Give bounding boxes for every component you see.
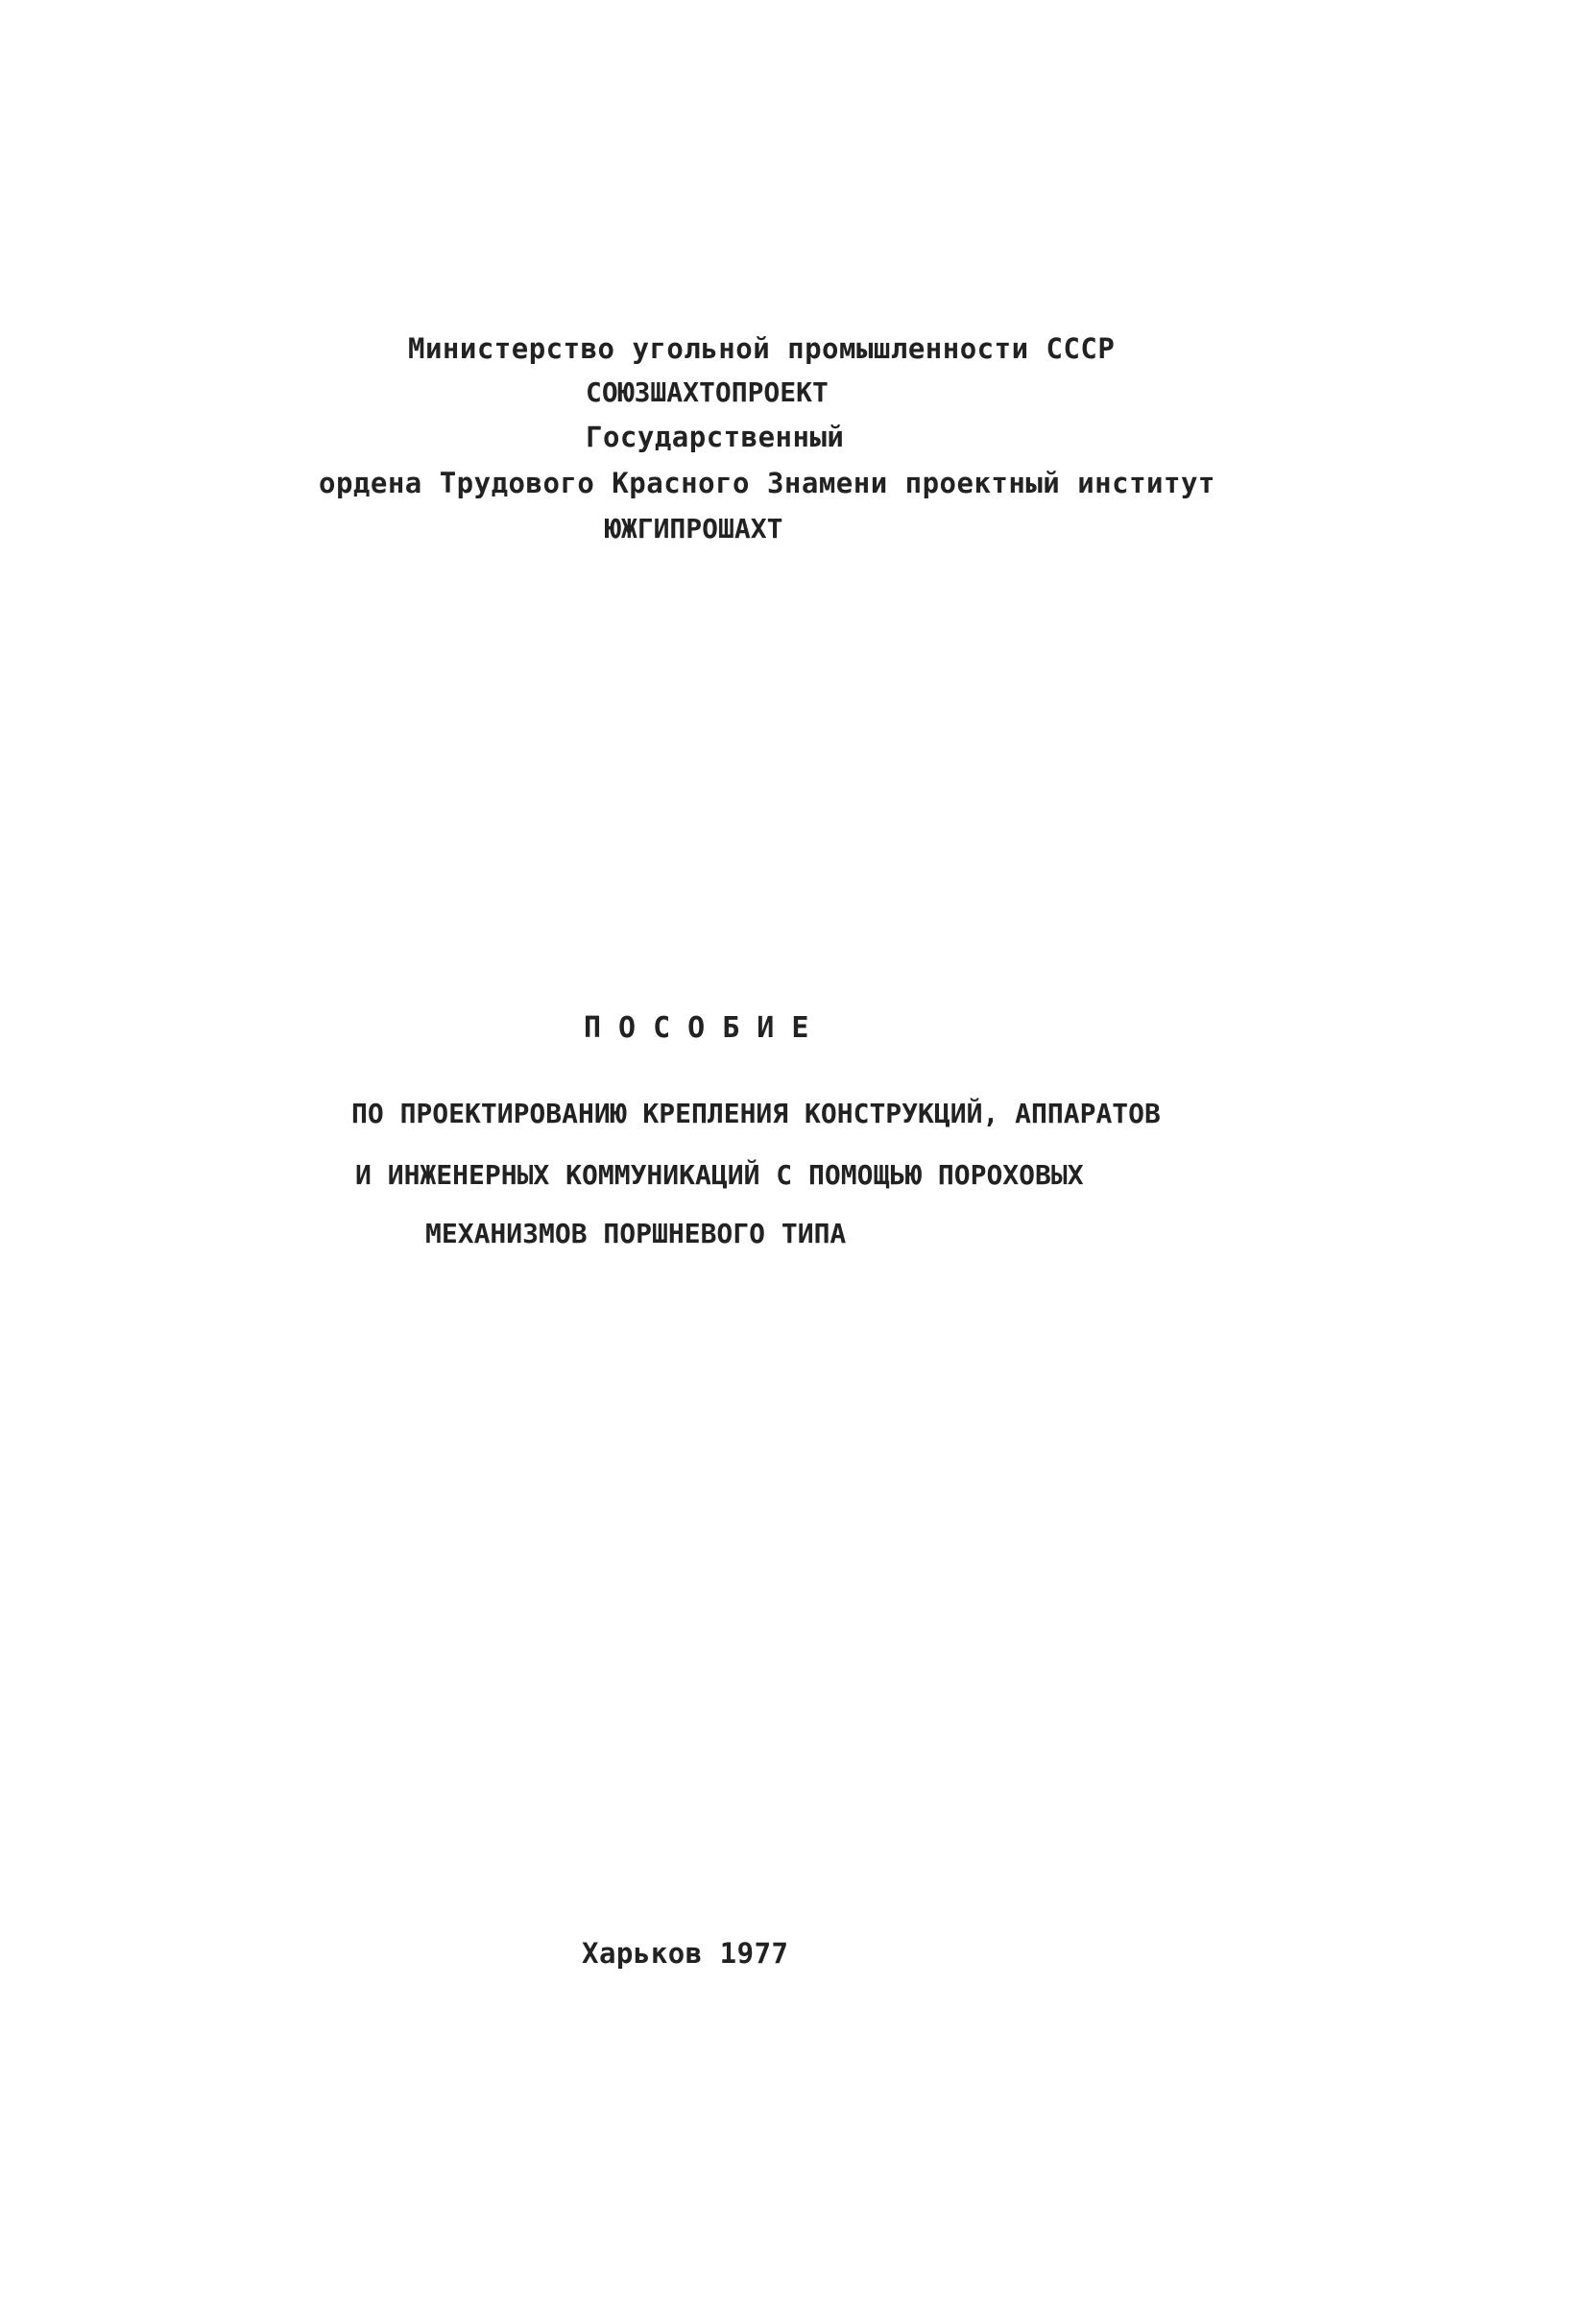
imprint-place-year: Харьков 1977: [582, 1937, 789, 1970]
subtitle-line-2: И ИНЖЕНЕРНЫХ КОММУНИКАЦИЙ С ПОМОЩЬЮ ПОРОХОВЫХ: [355, 1159, 1084, 1191]
state-line: Государственный: [586, 421, 845, 453]
ministry-line: Министерство угольной промышленности СССР: [408, 332, 1116, 365]
institute-line: ордена Трудового Красного Знамени проектный институт: [319, 467, 1215, 499]
subtitle-line-1: ПО ПРОЕКТИРОВАНИЮ КРЕПЛЕНИЯ КОНСТРУКЦИЙ, АППАРАТОВ: [351, 1098, 1161, 1129]
institute-name: ЮЖГИПРОШАХТ: [605, 513, 783, 545]
subtitle-line-3: МЕХАНИЗМОВ ПОРШНЕВОГО ТИПА: [425, 1218, 847, 1249]
document-title: ПОСОБИЕ: [584, 1011, 827, 1045]
association-line: СОЮЗШАХТОПРОЕКТ: [586, 376, 829, 408]
